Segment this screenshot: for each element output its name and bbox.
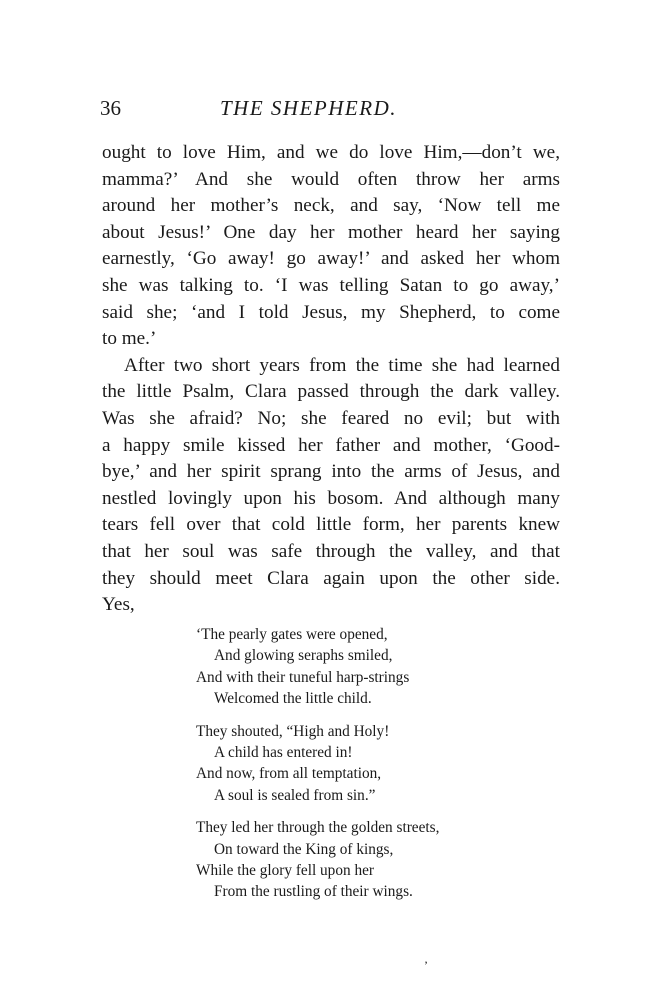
text-line: she was talking to. ‘I was telling Satan to go away,’ — [102, 274, 560, 296]
poem-line: A child has entered in! — [214, 744, 353, 762]
poem-stanza-3 — [196, 817, 439, 903]
poem-line: A soul is sealed from sin.” — [214, 786, 376, 804]
text-line: Yes, — [102, 594, 135, 616]
poem-line: From the rustling of their wings. — [214, 883, 413, 901]
text-line: the little Psalm, Clara passed through the dark valley. — [102, 381, 560, 403]
text-line: that her soul was safe through the valley, and that — [102, 540, 560, 562]
poem-stanza-1 — [196, 624, 439, 710]
text-line: to me.’ — [102, 328, 157, 350]
text-line: After two short years from the time she had learned — [124, 354, 560, 376]
poem — [196, 624, 439, 914]
text-line: said she; ‘and I told Jesus, my Shepherd, to come — [102, 301, 560, 323]
poem-line: While the glory fell upon her — [196, 862, 374, 880]
poem-line: They shouted, “High and Holy! — [196, 722, 390, 740]
poem-line: They led her through the golden streets, — [196, 819, 440, 837]
poem-line: And now, from all temptation, — [196, 765, 382, 783]
printer-mark: ’ — [424, 958, 428, 972]
paragraph-2 — [102, 353, 560, 619]
text-line: about Jesus!’ One day her mother heard her saying — [102, 221, 560, 243]
running-title: THE SHEPHERD. — [220, 96, 397, 120]
text-line: mamma?’ And she would often throw her arms — [102, 168, 560, 190]
text-line: a happy smile kissed her father and mother, ‘Good- — [102, 434, 560, 456]
poem-line: And glowing seraphs smiled, — [214, 647, 393, 665]
poem-line: Welcomed the little child. — [214, 690, 372, 708]
poem-line: And with their tuneful harp-strings — [196, 668, 410, 686]
text-line: earnestly, ‘Go away! go away!’ and asked her whom — [102, 248, 560, 270]
text-line: bye,’ and her spirit sprang into the arms of Jesus, and — [102, 461, 560, 483]
text-line: around her mother’s neck, and say, ‘Now tell me — [102, 195, 560, 217]
page-number: 36 — [100, 96, 121, 120]
text-line: nestled lovingly upon his bosom. And although many — [102, 487, 560, 509]
poem-line: ‘The pearly gates were opened, — [196, 626, 388, 643]
text-line: they should meet Clara again upon the other side. — [102, 567, 560, 589]
text-line: ought to love Him, and we do love Him,—don’t we, — [102, 142, 560, 163]
text-line: tears fell over that cold little form, her parents knew — [102, 514, 560, 536]
poem-line: On toward the King of kings, — [214, 840, 394, 858]
body-text — [102, 140, 560, 619]
poem-stanza-2 — [196, 721, 439, 807]
text-line: Was she afraid? No; she feared no evil; but with — [102, 407, 560, 429]
paragraph-1 — [102, 140, 560, 353]
